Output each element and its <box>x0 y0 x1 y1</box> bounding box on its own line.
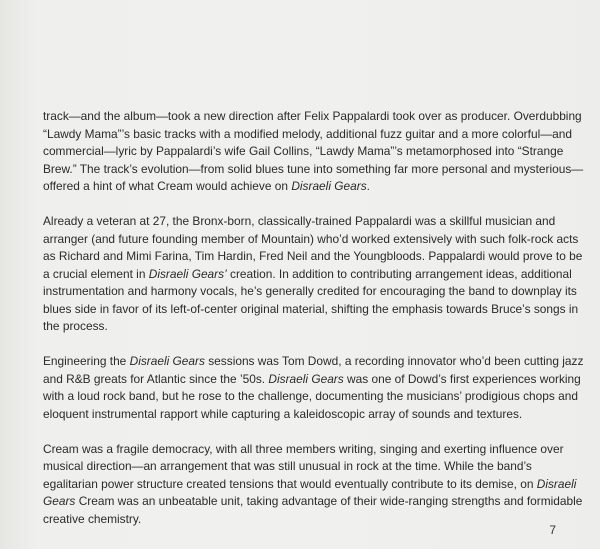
text-run: Engineering the <box>43 354 130 368</box>
body-text <box>43 108 588 546</box>
album-title-italic: Disraeli Gears <box>129 354 205 368</box>
text-run: Already a veteran at 27, the Bronx-born, classically-trained Pappalardi was a skillful musician and arranger (and future founding member of Mountain) who’d worked extensively with such folk-rock acts as Richard and Mimi Farina, Tim Hardin, Fred Neil and the Youngbloods. Pappalardi would prove to be a crucial element in <box>43 214 583 281</box>
paragraph-1 <box>43 108 588 196</box>
paragraph-4 <box>43 441 588 529</box>
album-title-italic: Disraeli Gears <box>268 371 344 386</box>
text-run: was one of Dowd’s first experiences working with a loud rock band, but he rose to the challenge, documenting the musicians’ prodigious chops and eloquent instrumental rapport while capturing a kaleidoscopic array of sounds and textures. <box>43 371 581 421</box>
paragraph-2 <box>43 213 588 336</box>
text-run: track—and the album—took a new direction after Felix Pappalardi took over as producer. Overdubbing “Lawdy Mama”’s basic tracks with a modified melody, additional fuzz guitar and a more colorful—and commercial—lyric by Pappalardi’s wife Gail Collins, “Lawdy Mama”’s metamorphosed into “Strange Brew.” The track’s evolution—from solid blues tune into something far more personal and mysterious—offered a hint of what Cream would achieve on <box>43 109 584 193</box>
album-title-italic: Disraeli Gears <box>291 179 367 193</box>
page-number: 7 <box>549 523 556 537</box>
text-run: creation. In addition to contributing arrangement ideas, additional instrumentation and harmony vocals, he’s generally credited for encouraging the band to downplay its blues side in favor of its left-of-center original material, shifting the emphasis towards Bruce’s songs in the process. <box>43 266 579 333</box>
text-run: sessions was Tom Dowd, a recording innovator who’d been cutting jazz and R&B greats for Atlantic since the ’50s. <box>43 354 584 386</box>
album-title-italic: Disraeli Gears <box>43 476 577 508</box>
text-run: Cream was an unbeatable unit, taking advantage of their wide-ranging strengths and formidable creative chemistry. <box>43 494 583 526</box>
text-run: Cream was a fragile democracy, with all three members writing, singing and exerting influence over musical direction—an arrangement that was still unusual in rock at the time. While the band’s egalitarian power structure created tensions that would eventually contribute to its demise, on <box>43 441 564 491</box>
album-title-italic: Disraeli Gears’ <box>148 266 227 281</box>
text-run: . <box>366 179 370 193</box>
paragraph-3 <box>43 353 588 423</box>
